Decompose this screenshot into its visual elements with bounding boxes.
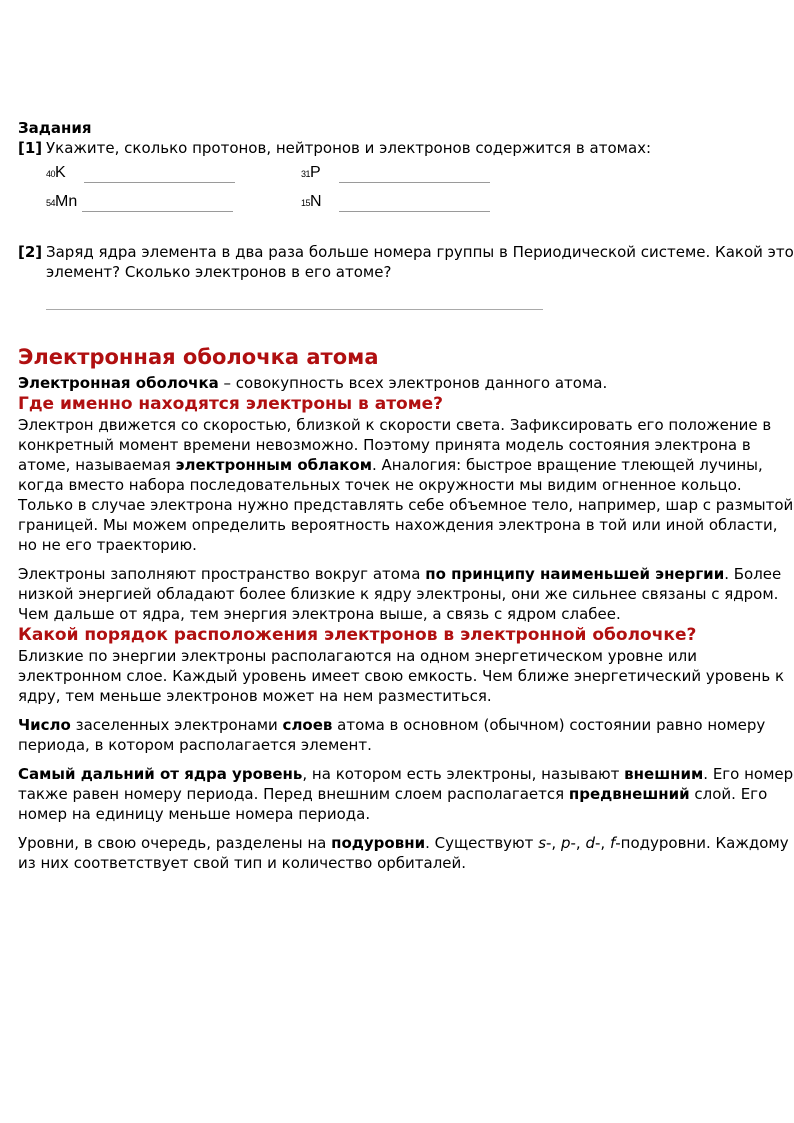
definition xyxy=(18,373,794,393)
text: , на котором есть электроны, называют xyxy=(302,765,625,783)
bold-term: предвнешний xyxy=(568,785,690,803)
atom-n xyxy=(301,193,322,211)
answer-blank[interactable] xyxy=(82,211,233,212)
mass-number: 15 xyxy=(301,198,311,208)
task-2 xyxy=(18,242,794,282)
bold-term: Самый дальний от ядра уровень xyxy=(18,765,303,783)
text: Уровни, в свою очередь, разделены на xyxy=(18,834,332,852)
task-1 xyxy=(18,138,794,158)
mass-number: 54 xyxy=(46,198,56,208)
task-text: Укажите, сколько протонов, нейтронов и электронов содержится в атомах: xyxy=(46,139,652,157)
atom-p xyxy=(301,164,321,182)
text: -, xyxy=(570,834,586,852)
paragraph xyxy=(18,833,794,873)
text: . Аналогия: быстрое вращение тлеющей лучины, когда вместо набора последовательных точек не окружности мы видим огненное кольцо. Только в случае электрона нужно представлять себе объемное тело, например, шар с размытой границей. Мы можем определить вероятность нахождения электрона в той или иной области, но не его траекторию. xyxy=(18,456,794,554)
text: заселенных электронами xyxy=(70,716,283,734)
bold-term: электронным облаком xyxy=(175,456,372,474)
text: -, xyxy=(546,834,561,852)
task-number: [1] xyxy=(18,139,43,157)
italic-term: s xyxy=(538,834,547,852)
italic-term: f xyxy=(609,834,616,852)
text: -, xyxy=(594,834,610,852)
atom-mn xyxy=(46,193,77,211)
mass-number: 31 xyxy=(301,169,311,179)
subheading-order: Какой порядок расположения электронов в электронной оболочке? xyxy=(18,625,697,645)
text: . Более низкой энергией обладают более близкие к ядру электроны, они же сильнее связаны с ядром. Чем дальше от ядра, тем энергия электрона выше, а связь с ядром слабее. xyxy=(18,565,782,623)
bold-term: Число xyxy=(18,716,71,734)
text: Электроны заполняют пространство вокруг атома xyxy=(18,565,426,583)
text: . Его номер также равен номеру периода. Перед внешним слоем располагается xyxy=(18,765,794,803)
bold-term: внешним xyxy=(624,765,704,783)
text: -подуровни. Каждому из них соответствует свой тип и количество орбиталей. xyxy=(18,834,789,872)
element-symbol: N xyxy=(310,193,322,210)
bold-term: по принципу наименьшей энергии xyxy=(425,565,725,583)
mass-number: 40 xyxy=(46,169,56,179)
bold-term: слоев xyxy=(282,716,333,734)
atom-k xyxy=(46,164,66,182)
answer-blank[interactable] xyxy=(339,211,490,212)
section-title: Электронная оболочка атома xyxy=(18,345,379,369)
paragraph xyxy=(18,415,794,555)
document-page xyxy=(18,118,794,873)
bold-term: подуровни xyxy=(331,834,426,852)
element-symbol: K xyxy=(55,164,66,181)
definition-term: Электронная оболочка xyxy=(18,374,219,392)
element-symbol: P xyxy=(310,164,321,181)
paragraph xyxy=(18,715,794,755)
answer-blank[interactable] xyxy=(84,182,235,183)
answer-blank[interactable] xyxy=(339,182,490,183)
paragraph: Близкие по энергии электроны располагаются на одном энергетическом уровне или электронном слое. Каждый уровень имеет свою емкость. Чем ближе энергетический уровень к ядру, тем меньше электронов может на нем разместиться. xyxy=(18,647,785,705)
atoms-list xyxy=(18,164,794,216)
element-symbol: Mn xyxy=(55,193,78,210)
text: . Существуют xyxy=(425,834,539,852)
tasks-title: Задания xyxy=(18,119,92,137)
subheading-where: Где именно находятся электроны в атоме? xyxy=(18,394,444,414)
text: атома в основном (обычном) состоянии равно номеру периода, в котором располагается элемент. xyxy=(18,716,766,754)
italic-term: d xyxy=(585,834,595,852)
italic-term: p xyxy=(560,834,571,852)
paragraph xyxy=(18,764,794,824)
text: Электрон движется со скоростью, близкой к скорости света. Зафиксировать его положение в конкретный момент времени невозможно. Поэтому принята модель состояния электрона в атоме, называемая xyxy=(18,416,772,474)
task-number: [2] xyxy=(18,243,43,261)
task-text: Заряд ядра элемента в два раза больше номера группы в Периодической системе. Какой это элемент? Сколько электронов в его атоме? xyxy=(46,243,794,281)
answer-line[interactable] xyxy=(46,309,543,310)
text: слой. Его номер на единицу меньше номера периода. xyxy=(18,785,768,823)
definition-text: – совокупность всех электронов данного атома. xyxy=(218,374,608,392)
paragraph xyxy=(18,564,794,624)
